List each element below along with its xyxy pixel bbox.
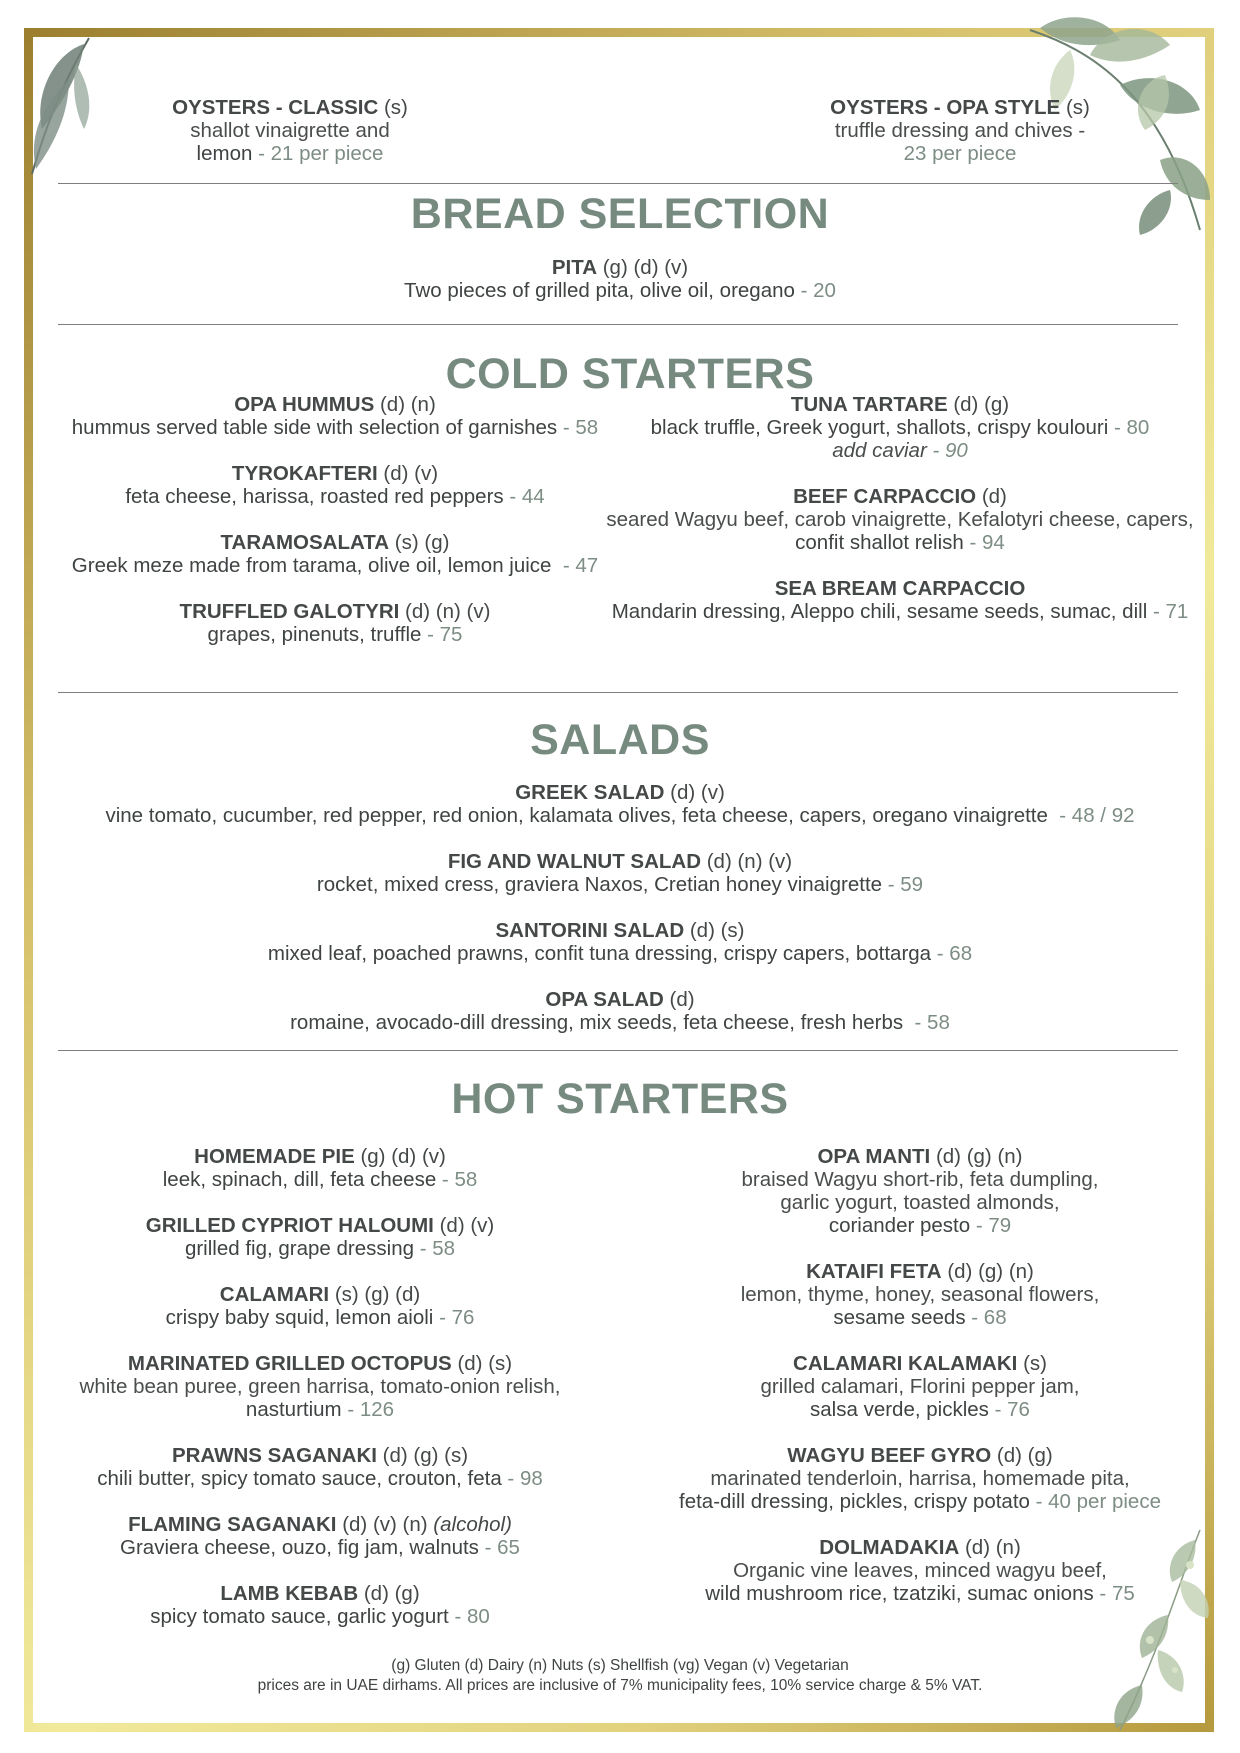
section-title-cold: COLD STARTERS	[445, 350, 815, 398]
item-description-end: confit shallot relish	[795, 531, 964, 554]
item-description: spicy tomato sauce, garlic yogurt	[150, 1605, 449, 1628]
menu-item-opa-hummus	[40, 393, 630, 439]
item-price: - 59	[882, 873, 924, 896]
menu-item-marinated-grilled-octopus	[40, 1352, 600, 1421]
item-price: - 126	[341, 1398, 395, 1421]
item-tags: (d) (g) (n)	[935, 1145, 1023, 1168]
item-price: - 58	[908, 1011, 950, 1034]
menu-item-grilled-cypriot-haloumi	[40, 1214, 600, 1260]
menu-item-lamb-kebab	[40, 1582, 600, 1628]
item-price: - 68	[931, 942, 973, 965]
item-description: marinated tenderloin, harrisa, homemade pita,	[710, 1467, 1130, 1490]
item-tags: (d)	[981, 485, 1007, 508]
item-tags: (d) (v) (n)	[342, 1513, 428, 1536]
item-description-end: coriander pesto	[828, 1214, 971, 1237]
item-description: crispy baby squid, lemon aioli	[165, 1306, 434, 1329]
item-description: lemon, thyme, honey, seasonal flowers,	[740, 1283, 1100, 1306]
menu-item-sea-bream-carpaccio	[600, 577, 1200, 623]
item-description: truffle dressing and chives -	[834, 119, 1086, 142]
item-price: - 58	[557, 416, 599, 439]
footer-legend: (g) Gluten (d) Dairy (n) Nuts (s) Shellfish (vg) Vegan (v) Vegetarian	[391, 1657, 849, 1674]
item-name: FIG AND WALNUT SALAD	[447, 850, 702, 873]
item-price: - 65	[478, 1536, 520, 1559]
item-price: - 71	[1147, 600, 1189, 623]
menu-item-oysters-opa-style	[810, 96, 1110, 165]
menu-item-greek-salad	[0, 781, 1240, 827]
item-extra-price: - 90	[926, 439, 968, 462]
item-tags: (g) (d) (v)	[602, 256, 689, 279]
menu-item-oysters-classic	[140, 96, 440, 165]
item-description: grilled fig, grape dressing	[184, 1237, 414, 1260]
menu-item-santorini-salad	[0, 919, 1240, 965]
menu-item-calamari	[40, 1283, 600, 1329]
menu-item-tyrokafteri	[40, 462, 630, 508]
item-tags: (s)	[383, 96, 408, 119]
item-name: FLAMING SAGANAKI	[128, 1513, 337, 1536]
item-description: romaine, avocado-dill dressing, mix seeds, feta cheese, fresh herbs	[290, 1011, 909, 1034]
item-tags: (d) (g)	[363, 1582, 420, 1605]
menu-item-dolmadakia	[640, 1536, 1200, 1605]
item-price: - 75	[421, 623, 463, 646]
item-description-end: nasturtium	[245, 1398, 342, 1421]
item-tags: (d) (v)	[383, 462, 439, 485]
divider	[58, 324, 1178, 325]
item-price: 23 per piece	[903, 142, 1017, 165]
leaf-sprig-top-left-icon	[14, 34, 104, 184]
footer-note: prices are in UAE dirhams. All prices are inclusive of 7% municipality fees, 10% service charge & 5% VAT.	[257, 1677, 983, 1694]
item-name: PITA	[551, 256, 598, 279]
item-price: - 76	[433, 1306, 475, 1329]
hot-starters-right-column	[640, 1145, 1200, 1628]
item-tags: (d) (n)	[964, 1536, 1021, 1559]
menu-item-calamari-kalamaki	[640, 1352, 1200, 1421]
item-price: - 79	[970, 1214, 1012, 1237]
item-description: grapes, pinenuts, truffle	[207, 623, 422, 646]
item-description: white bean puree, green harrisa, tomato-onion relish,	[79, 1375, 561, 1398]
item-name: LAMB KEBAB	[220, 1582, 359, 1605]
item-price: - 47	[557, 554, 599, 577]
item-description: leek, spinach, dill, feta cheese	[162, 1168, 437, 1191]
item-extra: add caviar	[832, 439, 927, 462]
item-name: PRAWNS SAGANAKI	[171, 1444, 377, 1467]
divider	[58, 692, 1178, 693]
item-description: Two pieces of grilled pita, olive oil, oregano	[404, 279, 795, 302]
item-name: OYSTERS - CLASSIC	[172, 96, 379, 119]
menu-item-beef-carpaccio	[600, 485, 1200, 554]
menu-item-pita	[0, 256, 1240, 302]
item-tags: (s)	[1065, 96, 1090, 119]
menu-item-homemade-pie	[40, 1145, 600, 1191]
item-description: garlic yogurt, toasted almonds,	[780, 1191, 1060, 1214]
hot-starters-left-column	[40, 1145, 600, 1651]
item-price: - 80	[1108, 416, 1150, 439]
menu-item-truffled-galotyri	[40, 600, 630, 646]
menu-item-kataifi-feta	[640, 1260, 1200, 1329]
item-price: - 98	[501, 1467, 543, 1490]
item-price: - 48 / 92	[1053, 804, 1135, 827]
item-name: TUNA TARTARE	[790, 393, 948, 416]
item-description: chili butter, spicy tomato sauce, crouton, feta	[97, 1467, 502, 1490]
item-description: braised Wagyu short-rib, feta dumpling,	[741, 1168, 1099, 1191]
item-tags: (d) (v)	[670, 781, 725, 804]
item-tags: (d) (g)	[953, 393, 1010, 416]
item-description-end: lemon	[196, 142, 253, 165]
item-tags: (d) (g) (n)	[947, 1260, 1034, 1283]
item-tags: (d) (g) (s)	[382, 1444, 469, 1467]
item-name: TYROKAFTERI	[231, 462, 378, 485]
menu-item-opa-manti	[640, 1145, 1200, 1237]
item-price: - 94	[963, 531, 1005, 554]
item-description: Mandarin dressing, Aleppo chili, sesame seeds, sumac, dill	[611, 600, 1148, 623]
menu-item-tuna-tartare	[600, 393, 1200, 462]
section-title-salads: SALADS	[530, 716, 710, 764]
item-tags: (d) (n) (v)	[405, 600, 491, 623]
salads-column	[0, 781, 1240, 1057]
item-description: Organic vine leaves, minced wagyu beef,	[733, 1559, 1107, 1582]
item-name: SEA BREAM CARPACCIO	[774, 577, 1026, 600]
item-description: grilled calamari, Florini pepper jam,	[760, 1375, 1080, 1398]
item-price: - 21 per piece	[252, 142, 384, 165]
item-description-end: sesame seeds	[833, 1306, 966, 1329]
item-description: rocket, mixed cress, graviera Naxos, Cretian honey vinaigrette	[316, 873, 883, 896]
item-name: TRUFFLED GALOTYRI	[179, 600, 400, 623]
item-name: CALAMARI KALAMAKI	[793, 1352, 1018, 1375]
item-tags: (d) (s)	[457, 1352, 513, 1375]
section-title-bread: BREAD SELECTION	[410, 190, 830, 238]
item-description: Greek meze made from tarama, olive oil, lemon juice	[71, 554, 558, 577]
item-tags: (s) (g) (d)	[334, 1283, 421, 1306]
item-name: GRILLED CYPRIOT HALOUMI	[145, 1214, 434, 1237]
item-name: OPA HUMMUS	[234, 393, 375, 416]
item-name: OYSTERS - OPA STYLE	[830, 96, 1061, 119]
item-tags-alcohol: (alcohol)	[433, 1513, 512, 1536]
item-name: DOLMADAKIA	[819, 1536, 960, 1559]
item-price: - 80	[448, 1605, 490, 1628]
cold-starters-left-column	[40, 393, 630, 669]
item-name: OPA MANTI	[817, 1145, 931, 1168]
item-tags: (d) (s)	[689, 919, 745, 942]
item-name: KATAIFI FETA	[806, 1260, 942, 1283]
item-tags: (s) (g)	[394, 531, 450, 554]
item-name: HOMEMADE PIE	[194, 1145, 355, 1168]
item-price: - 58	[436, 1168, 478, 1191]
item-description-end: salsa verde, pickles	[810, 1398, 989, 1421]
item-description: seared Wagyu beef, carob vinaigrette, Kefalotyri cheese, capers,	[606, 508, 1194, 531]
item-price: - 58	[414, 1237, 456, 1260]
item-tags: (s)	[1023, 1352, 1047, 1375]
item-description-end: wild mushroom rice, tzatziki, sumac onions	[705, 1582, 1094, 1605]
item-description: mixed leaf, poached prawns, confit tuna dressing, crispy capers, bottarga	[267, 942, 932, 965]
menu-item-opa-salad	[0, 988, 1240, 1034]
item-name: SANTORINI SALAD	[495, 919, 685, 942]
menu-item-wagyu-beef-gyro	[640, 1444, 1200, 1513]
item-price: - 76	[988, 1398, 1030, 1421]
item-price: - 20	[794, 279, 836, 302]
item-tags: (d) (v)	[439, 1214, 495, 1237]
item-name: WAGYU BEEF GYRO	[787, 1444, 992, 1467]
item-tags: (d) (n) (v)	[706, 850, 793, 873]
item-tags: (d)	[669, 988, 695, 1011]
item-tags: (d) (g)	[996, 1444, 1053, 1467]
item-name: CALAMARI	[219, 1283, 330, 1306]
item-description: shallot vinaigrette and	[190, 119, 390, 142]
item-tags: (g) (d) (v)	[360, 1145, 446, 1168]
item-name: BEEF CARPACCIO	[793, 485, 977, 508]
item-description: vine tomato, cucumber, red pepper, red onion, kalamata olives, feta cheese, capers, oregano vinaigrette	[105, 804, 1054, 827]
menu-item-prawns-saganaki	[40, 1444, 600, 1490]
item-name: MARINATED GRILLED OCTOPUS	[127, 1352, 452, 1375]
item-price: - 44	[503, 485, 545, 508]
item-name: OPA SALAD	[545, 988, 664, 1011]
item-description: feta cheese, harissa, roasted red peppers	[125, 485, 504, 508]
item-description: black truffle, Greek yogurt, shallots, crispy koulouri	[650, 416, 1109, 439]
item-name: TARAMOSALATA	[220, 531, 390, 554]
section-title-hot: HOT STARTERS	[451, 1075, 789, 1123]
item-price: - 68	[965, 1306, 1007, 1329]
item-name: GREEK SALAD	[515, 781, 665, 804]
menu-item-flaming-saganaki	[40, 1513, 600, 1559]
item-price: - 40 per piece	[1029, 1490, 1161, 1513]
menu-item-fig-walnut-salad	[0, 850, 1240, 896]
item-tags: (d) (n)	[379, 393, 436, 416]
divider	[58, 183, 1178, 184]
item-description: Graviera cheese, ouzo, fig jam, walnuts	[120, 1536, 479, 1559]
menu-item-taramosalata	[40, 531, 630, 577]
divider	[58, 1050, 1178, 1051]
item-price: - 75	[1093, 1582, 1135, 1605]
cold-starters-right-column	[600, 393, 1200, 646]
item-description-end: feta-dill dressing, pickles, crispy potato	[679, 1490, 1030, 1513]
item-description: hummus served table side with selection of garnishes	[71, 416, 558, 439]
